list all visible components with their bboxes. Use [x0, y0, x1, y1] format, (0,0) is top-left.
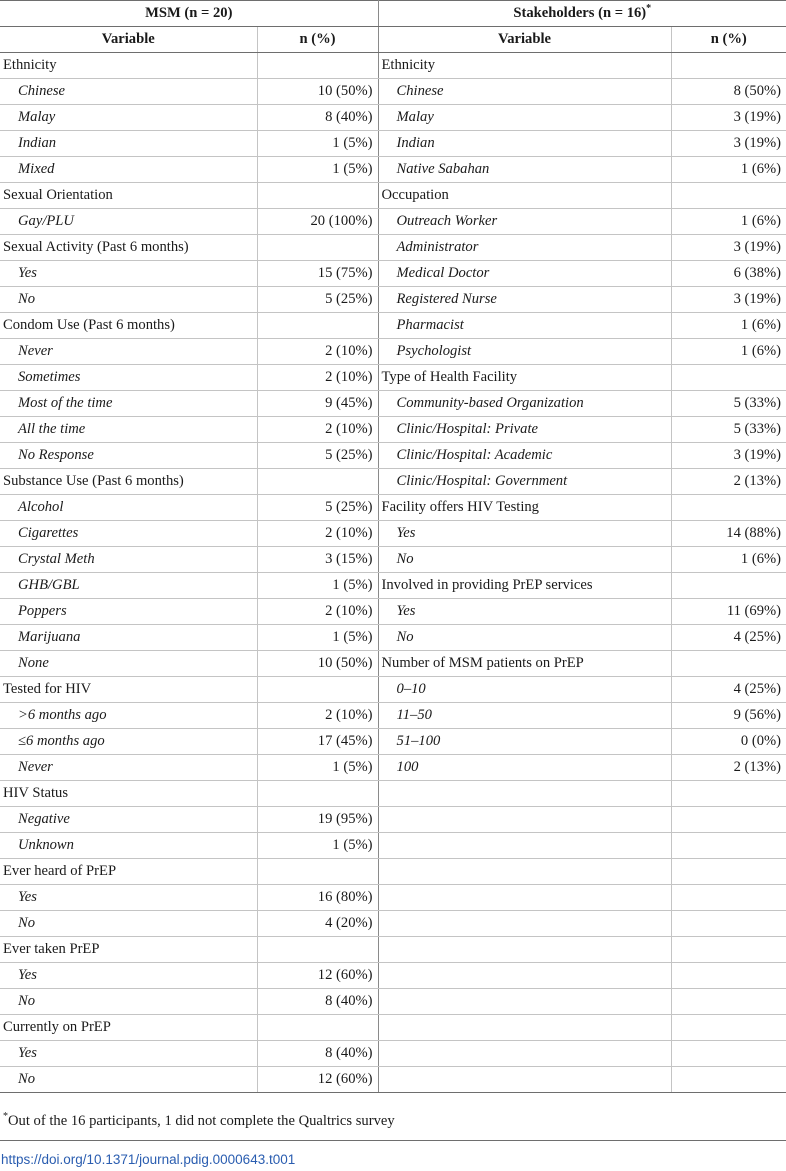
- msm-variable-cell: No: [0, 989, 257, 1015]
- table-row: [0, 963, 786, 989]
- table-row: [0, 495, 786, 521]
- msm-value-cell: 12 (60%): [257, 963, 378, 989]
- msm-value-cell: 20 (100%): [257, 209, 378, 235]
- table-row: [0, 79, 786, 105]
- stakeholder-value-cell: [671, 963, 786, 989]
- msm-variable-cell: Marijuana: [0, 625, 257, 651]
- table-body: [0, 53, 786, 1093]
- table-row: [0, 885, 786, 911]
- msm-variable-cell: Most of the time: [0, 391, 257, 417]
- table-row: [0, 1015, 786, 1041]
- stakeholder-variable-cell: Type of Health Facility: [378, 365, 671, 391]
- stakeholder-variable-cell: Involved in providing PrEP services: [378, 573, 671, 599]
- msm-variable-cell: Yes: [0, 261, 257, 287]
- table-footnote: [3, 1113, 395, 1130]
- msm-value-cell: 8 (40%): [257, 105, 378, 131]
- msm-value-cell: [257, 183, 378, 209]
- msm-value-cell: 16 (80%): [257, 885, 378, 911]
- msm-variable-cell: Poppers: [0, 599, 257, 625]
- stakeholder-variable-cell: 51–100: [378, 729, 671, 755]
- msm-value-cell: 5 (25%): [257, 287, 378, 313]
- stakeholder-value-cell: [671, 807, 786, 833]
- msm-value-cell: 5 (25%): [257, 495, 378, 521]
- msm-variable-cell: All the time: [0, 417, 257, 443]
- stakeholder-variable-cell: [378, 963, 671, 989]
- stakeholder-value-cell: 9 (56%): [671, 703, 786, 729]
- stakeholder-value-cell: 1 (6%): [671, 157, 786, 183]
- stakeholder-value-cell: [671, 885, 786, 911]
- msm-value-cell: [257, 53, 378, 79]
- stakeholder-variable-cell: Indian: [378, 131, 671, 157]
- stakeholder-value-cell: 3 (19%): [671, 105, 786, 131]
- stakeholder-variable-cell: Community-based Organization: [378, 391, 671, 417]
- stakeholder-variable-cell: 0–10: [378, 677, 671, 703]
- msm-variable-cell: Never: [0, 755, 257, 781]
- msm-value-cell: 10 (50%): [257, 79, 378, 105]
- stakeholder-variable-cell: No: [378, 625, 671, 651]
- msm-value-cell: [257, 469, 378, 495]
- stakeholder-variable-cell: [378, 885, 671, 911]
- stakeholder-value-cell: [671, 859, 786, 885]
- stakeholder-value-cell: [671, 365, 786, 391]
- msm-value-cell: 1 (5%): [257, 833, 378, 859]
- stakeholder-value-cell: [671, 911, 786, 937]
- table-row: [0, 781, 786, 807]
- msm-value-cell: [257, 313, 378, 339]
- stakeholder-value-cell: 1 (6%): [671, 339, 786, 365]
- msm-variable-cell: Malay: [0, 105, 257, 131]
- msm-variable-cell: No: [0, 1067, 257, 1093]
- msm-variable-header: Variable: [0, 27, 257, 53]
- msm-variable-cell: Currently on PrEP: [0, 1015, 257, 1041]
- msm-variable-cell: Ever heard of PrEP: [0, 859, 257, 885]
- table-row: [0, 677, 786, 703]
- table-row: [0, 183, 786, 209]
- stakeholder-variable-cell: Administrator: [378, 235, 671, 261]
- stakeholder-variable-cell: Yes: [378, 599, 671, 625]
- msm-variable-cell: GHB/GBL: [0, 573, 257, 599]
- msm-value-cell: [257, 937, 378, 963]
- table-row: [0, 573, 786, 599]
- table-row: [0, 261, 786, 287]
- stakeholder-value-cell: [671, 53, 786, 79]
- stakeholder-value-cell: 4 (25%): [671, 625, 786, 651]
- msm-variable-cell: Sexual Activity (Past 6 months): [0, 235, 257, 261]
- msm-value-cell: 15 (75%): [257, 261, 378, 287]
- stakeholder-variable-cell: [378, 911, 671, 937]
- stakeholder-value-cell: [671, 1015, 786, 1041]
- stakeholder-variable-cell: Clinic/Hospital: Government: [378, 469, 671, 495]
- table-row: [0, 443, 786, 469]
- msm-variable-cell: Gay/PLU: [0, 209, 257, 235]
- msm-variable-cell: None: [0, 651, 257, 677]
- msm-variable-cell: >6 months ago: [0, 703, 257, 729]
- table-row: [0, 859, 786, 885]
- msm-value-cell: 12 (60%): [257, 1067, 378, 1093]
- msm-value-cell: 17 (45%): [257, 729, 378, 755]
- footnote-text: Out of the 16 participants, 1 did not complete the Qualtrics survey: [8, 1113, 395, 1129]
- msm-value-cell: [257, 781, 378, 807]
- stakeholder-value-cell: 5 (33%): [671, 417, 786, 443]
- msm-variable-cell: Never: [0, 339, 257, 365]
- stakeholder-value-cell: 3 (19%): [671, 235, 786, 261]
- stakeholder-variable-cell: No: [378, 547, 671, 573]
- msm-variable-cell: Sexual Orientation: [0, 183, 257, 209]
- msm-value-cell: [257, 859, 378, 885]
- table-row: [0, 1067, 786, 1093]
- table-row: [0, 1041, 786, 1067]
- stakeholder-value-cell: 3 (19%): [671, 131, 786, 157]
- group-header-row: [0, 1, 786, 27]
- table-row: [0, 755, 786, 781]
- msm-variable-cell: No: [0, 287, 257, 313]
- stakeholder-variable-cell: Registered Nurse: [378, 287, 671, 313]
- table-row: [0, 339, 786, 365]
- doi-link[interactable]: https://doi.org/10.1371/journal.pdig.0000643.t001: [1, 1152, 296, 1167]
- msm-value-cell: 2 (10%): [257, 599, 378, 625]
- stakeholder-variable-cell: Yes: [378, 521, 671, 547]
- stakeholder-value-cell: 11 (69%): [671, 599, 786, 625]
- msm-variable-cell: Ethnicity: [0, 53, 257, 79]
- stakeholder-n-header: n (%): [671, 27, 786, 53]
- stakeholder-variable-cell: Occupation: [378, 183, 671, 209]
- table-row: [0, 391, 786, 417]
- table-row: [0, 417, 786, 443]
- stakeholder-variable-cell: Malay: [378, 105, 671, 131]
- table-row: [0, 131, 786, 157]
- table-row: [0, 937, 786, 963]
- table-row: [0, 287, 786, 313]
- stakeholder-value-cell: 3 (19%): [671, 443, 786, 469]
- table-row: [0, 625, 786, 651]
- stakeholder-variable-cell: [378, 1015, 671, 1041]
- column-header-row: [0, 27, 786, 53]
- table-row: [0, 989, 786, 1015]
- msm-variable-cell: HIV Status: [0, 781, 257, 807]
- msm-variable-cell: Crystal Meth: [0, 547, 257, 573]
- stakeholder-value-cell: [671, 495, 786, 521]
- stakeholder-variable-header: Variable: [378, 27, 671, 53]
- table-row: [0, 729, 786, 755]
- table-row: [0, 807, 786, 833]
- stakeholder-variable-cell: Ethnicity: [378, 53, 671, 79]
- msm-variable-cell: Chinese: [0, 79, 257, 105]
- msm-variable-cell: Tested for HIV: [0, 677, 257, 703]
- stakeholder-value-cell: 2 (13%): [671, 469, 786, 495]
- msm-value-cell: 1 (5%): [257, 625, 378, 651]
- msm-variable-cell: Sometimes: [0, 365, 257, 391]
- msm-value-cell: 8 (40%): [257, 1041, 378, 1067]
- stakeholder-group-header: Stakeholders (n = 16)*: [378, 1, 786, 27]
- stakeholder-value-cell: [671, 937, 786, 963]
- table-row: [0, 833, 786, 859]
- msm-value-cell: 1 (5%): [257, 157, 378, 183]
- stakeholder-variable-cell: [378, 781, 671, 807]
- msm-variable-cell: Unknown: [0, 833, 257, 859]
- msm-variable-cell: Cigarettes: [0, 521, 257, 547]
- stakeholder-variable-cell: [378, 807, 671, 833]
- msm-variable-cell: Mixed: [0, 157, 257, 183]
- msm-value-cell: 2 (10%): [257, 703, 378, 729]
- table-row: [0, 521, 786, 547]
- msm-group-header: MSM (n = 20): [0, 1, 378, 27]
- stakeholder-variable-cell: [378, 1067, 671, 1093]
- stakeholder-value-cell: 1 (6%): [671, 547, 786, 573]
- msm-value-cell: 1 (5%): [257, 573, 378, 599]
- stakeholder-value-cell: 8 (50%): [671, 79, 786, 105]
- stakeholder-value-cell: [671, 573, 786, 599]
- msm-variable-cell: Substance Use (Past 6 months): [0, 469, 257, 495]
- msm-value-cell: 2 (10%): [257, 417, 378, 443]
- stakeholder-value-cell: 1 (6%): [671, 313, 786, 339]
- stakeholder-variable-cell: [378, 833, 671, 859]
- stakeholder-value-cell: 2 (13%): [671, 755, 786, 781]
- table-row: [0, 469, 786, 495]
- stakeholder-value-cell: 6 (38%): [671, 261, 786, 287]
- msm-value-cell: [257, 677, 378, 703]
- table-row: [0, 105, 786, 131]
- msm-value-cell: 2 (10%): [257, 339, 378, 365]
- msm-variable-cell: Alcohol: [0, 495, 257, 521]
- msm-value-cell: 8 (40%): [257, 989, 378, 1015]
- msm-variable-cell: Condom Use (Past 6 months): [0, 313, 257, 339]
- footnote-marker: *: [3, 1111, 8, 1123]
- stakeholder-value-cell: [671, 651, 786, 677]
- table-row: [0, 209, 786, 235]
- msm-value-cell: 1 (5%): [257, 131, 378, 157]
- msm-variable-cell: Negative: [0, 807, 257, 833]
- stakeholder-variable-cell: [378, 937, 671, 963]
- stakeholder-variable-cell: Outreach Worker: [378, 209, 671, 235]
- msm-value-cell: 10 (50%): [257, 651, 378, 677]
- table-row: [0, 313, 786, 339]
- stakeholder-value-cell: [671, 781, 786, 807]
- footer-divider: [0, 1140, 786, 1141]
- msm-value-cell: [257, 235, 378, 261]
- msm-value-cell: 3 (15%): [257, 547, 378, 573]
- table-row: [0, 365, 786, 391]
- stakeholder-value-cell: 3 (19%): [671, 287, 786, 313]
- stakeholder-value-cell: 0 (0%): [671, 729, 786, 755]
- table-row: [0, 651, 786, 677]
- stakeholder-value-cell: [671, 833, 786, 859]
- stakeholder-value-cell: 5 (33%): [671, 391, 786, 417]
- stakeholder-variable-cell: Psychologist: [378, 339, 671, 365]
- table-row: [0, 703, 786, 729]
- stakeholder-variable-cell: [378, 1041, 671, 1067]
- msm-variable-cell: No: [0, 911, 257, 937]
- msm-variable-cell: No Response: [0, 443, 257, 469]
- stakeholder-value-cell: 14 (88%): [671, 521, 786, 547]
- table-row: [0, 599, 786, 625]
- stakeholder-variable-cell: Native Sabahan: [378, 157, 671, 183]
- msm-value-cell: 19 (95%): [257, 807, 378, 833]
- msm-variable-cell: Yes: [0, 1041, 257, 1067]
- stakeholder-value-cell: [671, 183, 786, 209]
- stakeholder-variable-cell: Medical Doctor: [378, 261, 671, 287]
- msm-variable-cell: ≤6 months ago: [0, 729, 257, 755]
- msm-value-cell: 9 (45%): [257, 391, 378, 417]
- stakeholder-variable-cell: Clinic/Hospital: Academic: [378, 443, 671, 469]
- stakeholder-variable-cell: Clinic/Hospital: Private: [378, 417, 671, 443]
- stakeholder-variable-cell: [378, 859, 671, 885]
- table-row: [0, 911, 786, 937]
- stakeholder-value-cell: 4 (25%): [671, 677, 786, 703]
- msm-value-cell: 2 (10%): [257, 365, 378, 391]
- msm-n-header: n (%): [257, 27, 378, 53]
- stakeholder-variable-cell: [378, 989, 671, 1015]
- stakeholder-value-cell: [671, 1041, 786, 1067]
- table-row: [0, 547, 786, 573]
- table-row: [0, 235, 786, 261]
- msm-variable-cell: Ever taken PrEP: [0, 937, 257, 963]
- stakeholder-value-cell: [671, 989, 786, 1015]
- stakeholder-value-cell: [671, 1067, 786, 1093]
- stakeholder-variable-cell: Facility offers HIV Testing: [378, 495, 671, 521]
- msm-variable-cell: Indian: [0, 131, 257, 157]
- msm-variable-cell: Yes: [0, 963, 257, 989]
- msm-value-cell: 5 (25%): [257, 443, 378, 469]
- table-row: [0, 53, 786, 79]
- stakeholder-value-cell: 1 (6%): [671, 209, 786, 235]
- msm-value-cell: [257, 1015, 378, 1041]
- stakeholder-variable-cell: Chinese: [378, 79, 671, 105]
- stakeholder-variable-cell: 100: [378, 755, 671, 781]
- stakeholder-variable-cell: Pharmacist: [378, 313, 671, 339]
- msm-value-cell: 4 (20%): [257, 911, 378, 937]
- msm-value-cell: 1 (5%): [257, 755, 378, 781]
- msm-variable-cell: Yes: [0, 885, 257, 911]
- stakeholder-variable-cell: Number of MSM patients on PrEP: [378, 651, 671, 677]
- table-row: [0, 157, 786, 183]
- msm-value-cell: 2 (10%): [257, 521, 378, 547]
- stakeholder-variable-cell: 11–50: [378, 703, 671, 729]
